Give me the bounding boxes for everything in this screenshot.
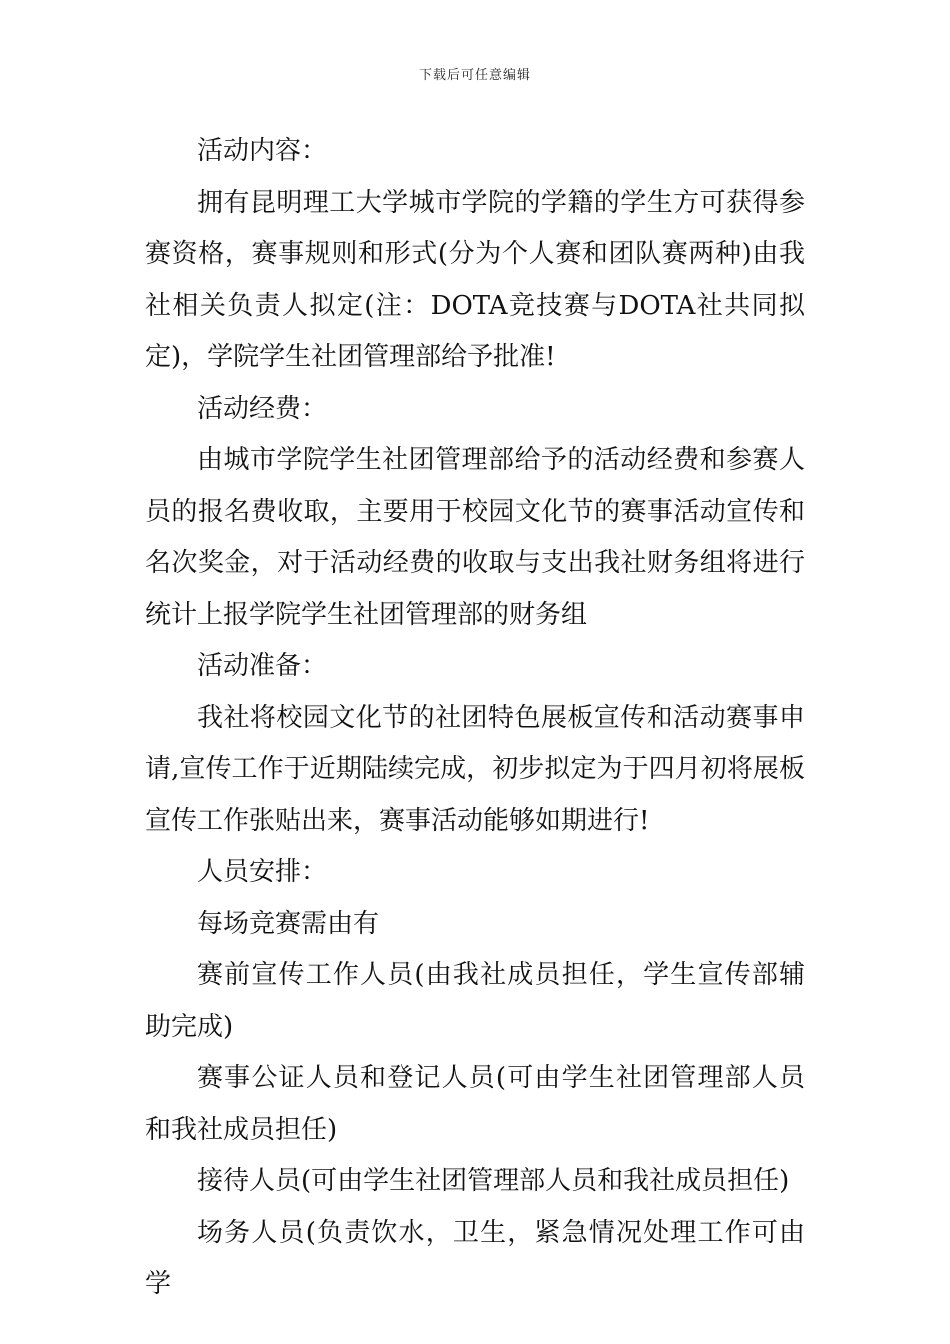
paragraph-notary-staff: 赛事公证人员和登记人员(可由学生社团管理部人员和我社成员担任) bbox=[145, 1063, 805, 1145]
section-heading-activity-content: 活动内容： bbox=[197, 136, 328, 166]
paragraph-reception-staff: 接待人员(可由学生社团管理部人员和我社成员担任) bbox=[197, 1166, 790, 1196]
section-heading-activity-funding: 活动经费： bbox=[197, 393, 328, 424]
paragraph-activity-preparation: 我社将校园文化节的社团特色展板宣传和活动赛事申请,宣传工作于近期陆续完成，初步拟定为于四月初将展板宣传工作张贴出来，赛事活动能够如期进行! bbox=[145, 702, 805, 836]
section-heading-activity-preparation: 活动准备： bbox=[197, 651, 328, 681]
paragraph-activity-content: 拥有昆明理工大学城市学院的学籍的学生方可获得参赛资格，赛事规则和形式(分为个人赛和团队赛两种)由我社相关负责人拟定(注：DOTA竞技赛与DOTA社共同拟定)，学院学生社团管理部给予批准! bbox=[145, 187, 805, 372]
paragraph-promotion-staff: 赛前宣传工作人员(由我社成员担任，学生宣传部辅助完成) bbox=[145, 960, 805, 1042]
paragraph-venue-staff: 场务人员(负责饮水，卫生，紧急情况处理工作可由学 bbox=[145, 1217, 805, 1299]
document-body bbox=[145, 126, 805, 1311]
section-heading-staffing: 人员安排： bbox=[197, 857, 328, 887]
page-header: 下载后可任意编辑 bbox=[418, 68, 531, 83]
paragraph-activity-funding: 由城市学院学生社团管理部给予的活动经费和参赛人员的报名费收取，主要用于校园文化节的赛事活动宣传和名次奖金，对于活动经费的收取与支出我社财务组将进行统计上报学院学生社团管理部的财务组 bbox=[145, 445, 805, 630]
paragraph-staffing-intro: 每场竞赛需由有 bbox=[197, 908, 380, 939]
